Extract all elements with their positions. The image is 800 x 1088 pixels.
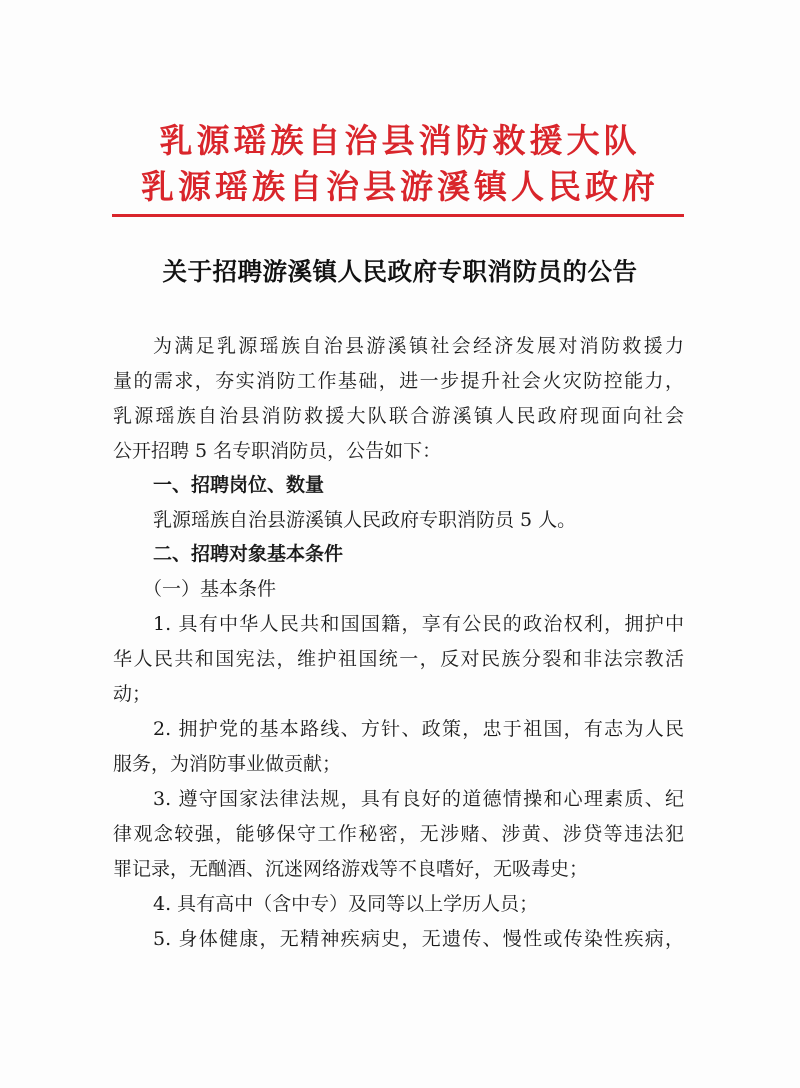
letterhead-red-rule bbox=[112, 214, 684, 217]
section-2-heading: 二、招聘对象基本条件 bbox=[153, 543, 344, 565]
item-2-line-2: 服务，为消防事业做贡献； bbox=[113, 753, 342, 775]
item-4-line-1: 4. 具有高中（含中专）及同等以上学历人员； bbox=[153, 893, 539, 915]
item-1-line-2: 华人民共和国宪法，维护祖国统一，反对民族分裂和非法宗教活 bbox=[113, 648, 684, 670]
section-1-body: 乳源瑶族自治县游溪镇人民政府专职消防员 5 人。 bbox=[153, 509, 577, 531]
item-2-line-1: 2. 拥护党的基本路线、方针、政策，忠于祖国，有志为人民 bbox=[153, 718, 684, 740]
intro-line-2: 量的需求，夯实消防工作基础，进一步提升社会火灾防控能力， bbox=[113, 370, 684, 392]
section-2-subheading: （一）基本条件 bbox=[143, 578, 277, 600]
intro-line-1: 为满足乳源瑶族自治县游溪镇社会经济发展对消防救援力 bbox=[153, 335, 684, 357]
item-3-line-3: 罪记录，无酗酒、沉迷网络游戏等不良嗜好，无吸毒史； bbox=[113, 858, 589, 880]
letterhead-line-1: 乳源瑶族自治县消防救援大队 bbox=[159, 121, 641, 160]
document-title: 关于招聘游溪镇人民政府专职消防员的公告 bbox=[162, 257, 638, 286]
intro-line-4: 公开招聘 5 名专职消防员，公告如下： bbox=[113, 440, 442, 462]
item-1-line-3: 动； bbox=[113, 683, 152, 705]
item-5-line-1: 5. 身体健康，无精神疾病史，无遗传、慢性或传染性疾病， bbox=[153, 928, 684, 950]
intro-line-3: 乳源瑶族自治县消防救援大队联合游溪镇人民政府现面向社会 bbox=[113, 405, 684, 427]
item-1-line-1: 1. 具有中华人民共和国国籍，享有公民的政治权利，拥护中 bbox=[153, 613, 684, 635]
item-3-line-1: 3. 遵守国家法律法规，具有良好的道德情操和心理素质、纪 bbox=[153, 788, 684, 810]
letterhead-line-2: 乳源瑶族自治县游溪镇人民政府 bbox=[141, 167, 659, 206]
item-3-line-2: 律观念较强，能够保守工作秘密，无涉赌、涉黄、涉贷等违法犯 bbox=[113, 823, 684, 845]
section-1-heading: 一、招聘岗位、数量 bbox=[153, 474, 325, 496]
